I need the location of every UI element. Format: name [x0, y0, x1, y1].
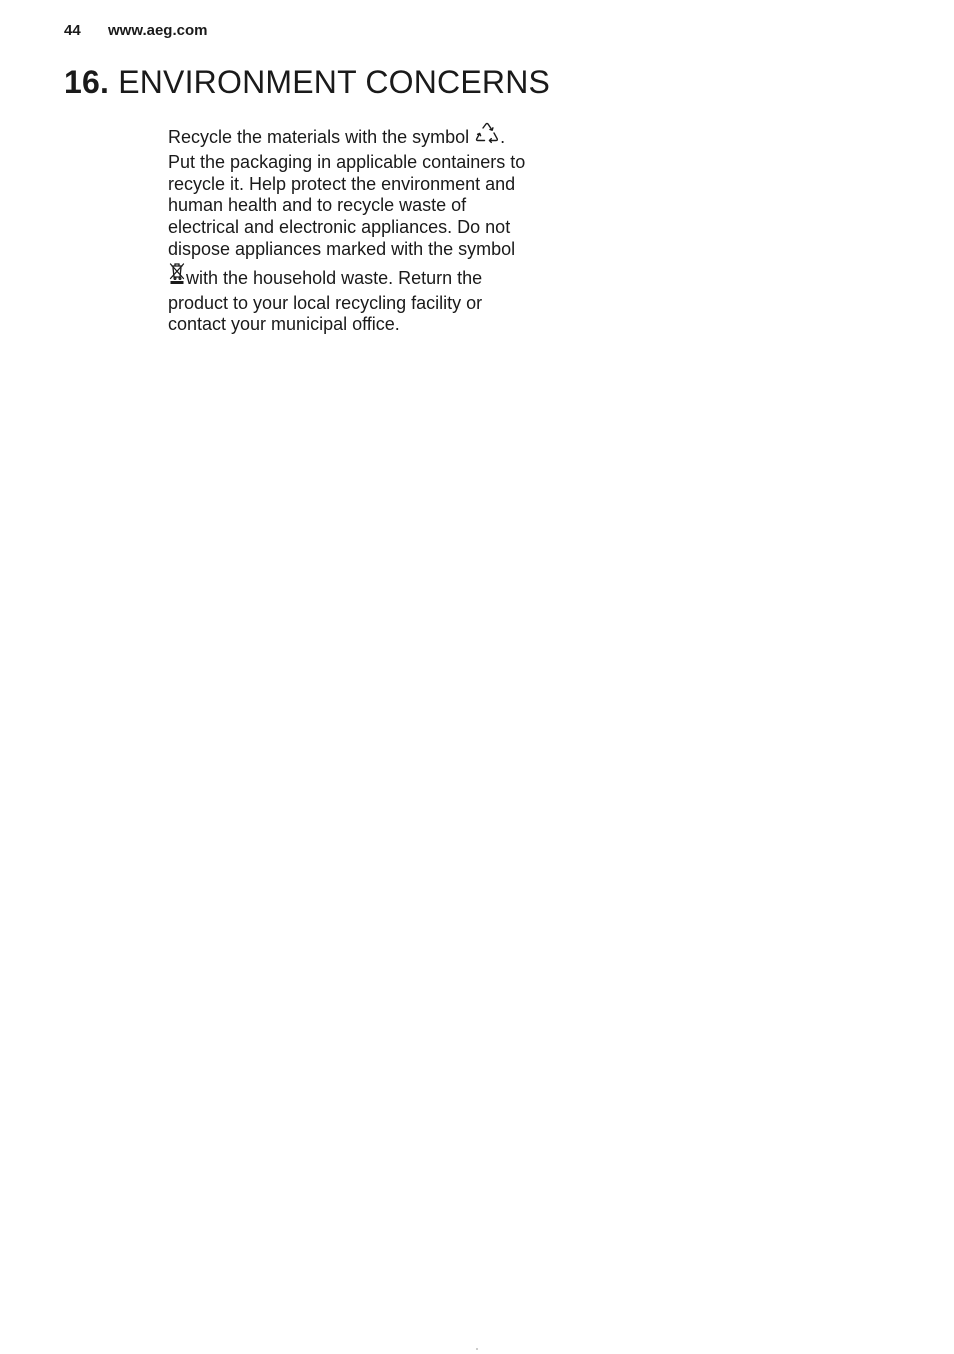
website-link[interactable]: www.aeg.com — [108, 22, 208, 39]
body-text-part-3: with the household waste. Return the product to your local recycling facility or contact your municipal office. — [168, 267, 483, 335]
body-text-part-2: . Put the packaging in applicable containers to recycle it. Help protect the environment and human health and to recycle waste of electrical and electronic appliances. Do not dispose appliances marked with the symbol — [168, 127, 526, 259]
section-title — [64, 64, 550, 101]
body-text — [168, 122, 528, 336]
recycle-icon — [474, 122, 500, 152]
section-title-text: ENVIRONMENT CONCERNS — [118, 64, 551, 100]
section-number: 16. — [64, 64, 110, 100]
environment-paragraph — [168, 122, 528, 336]
body-text-part-1: Recycle the materials with the symbol — [168, 127, 470, 147]
footer-mark — [476, 1348, 478, 1350]
page-number: 44 — [64, 22, 81, 39]
page-header — [64, 22, 207, 39]
crossed-out-bin-icon — [168, 261, 186, 293]
